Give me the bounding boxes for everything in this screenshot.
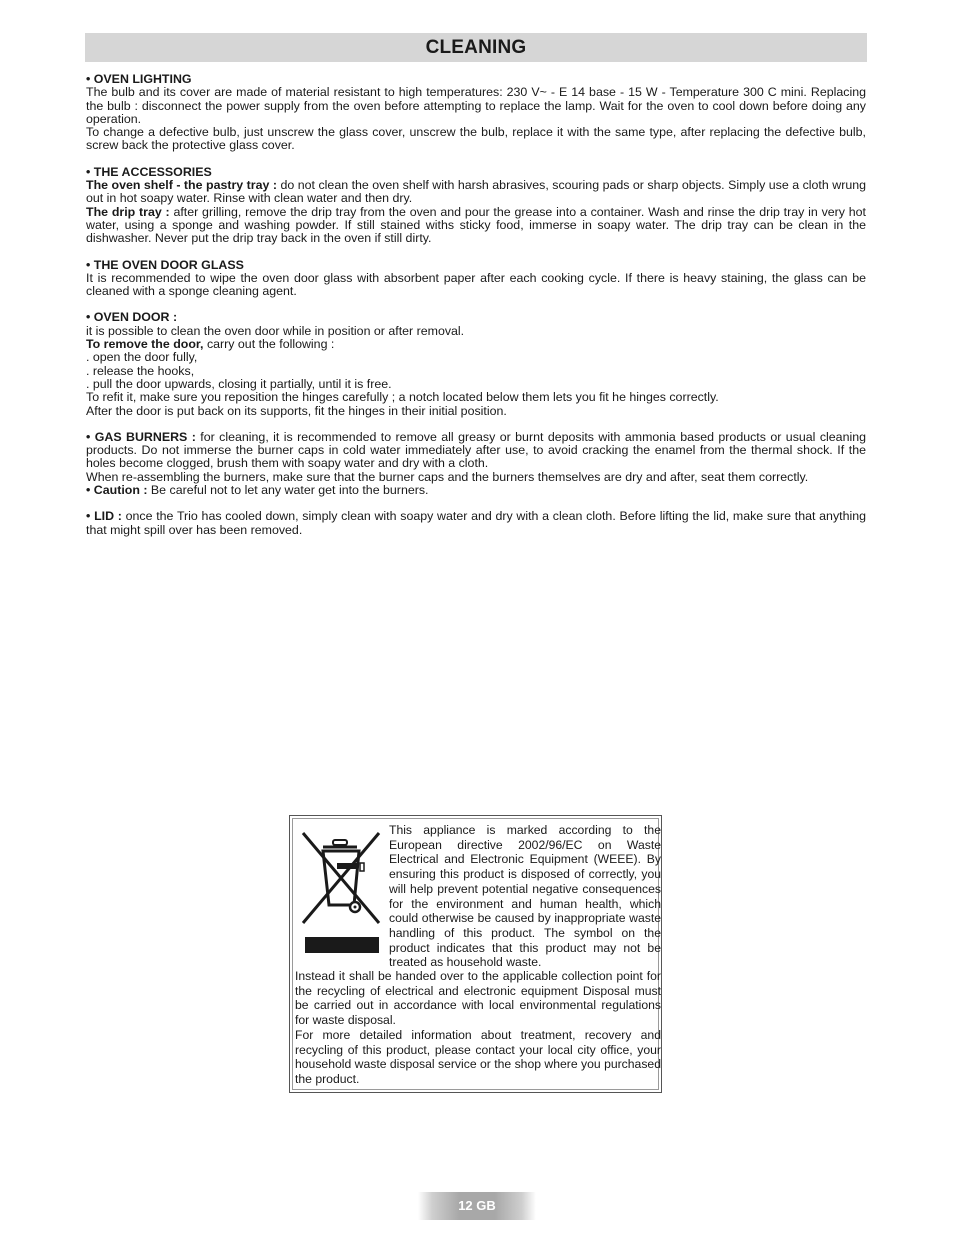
section-heading: • OVEN LIGHTING (86, 72, 192, 86)
weee-inner-border (292, 818, 659, 1090)
paragraph: When re-assembling the burners, make sure that the burner caps and the burners themselves are dry and after, seat them correctly. (86, 469, 809, 484)
weee-directive-text: This appliance is marked according to the European directive 2002/96/EC on Waste Electrical and Electronic Equipment (WEEE). By ensuring this product is disposed of correctly, you will help prevent potential negative consequences for the environment and human health, which could otherwise be caused by inappropriate waste handling of this product. The symbol on the product indicates that this product may not be treated as household waste. (389, 823, 661, 970)
paragraph-caution: • Caution : Be careful not to let any water get into the burners. (86, 483, 429, 498)
paragraph: The bulb and its cover are made of material resistant to high temperatures: 230 V~ - E 14 base - 15 W - Temperature 300 C mini. Replacing the bulb : disconnect the power supply from the oven before attempting to replace the lamp. Wait for the oven to cool down before doing any operation. (86, 85, 866, 126)
section-accessories (86, 166, 866, 246)
cleaning-content (86, 73, 866, 537)
crossed-out-wheelie-bin-icon (299, 825, 383, 957)
section-lid (86, 510, 866, 537)
page-number-badge (418, 1192, 536, 1220)
bold-label: The oven shelf - the pastry tray : (86, 178, 278, 193)
section-title-bar (85, 33, 867, 62)
list-item: . pull the door upwards, closing it partially, until it is free. (86, 376, 392, 391)
paragraph: To refit it, make sure you reposition the hinges carefully ; a notch located below them lets you fit he hinges correctly. (86, 390, 719, 405)
paragraph: To change a defective bulb, just unscrew the glass cover, unscrew the bulb, replace it with the same type, after replacing the defective bulb, screw back the protective glass cover. (86, 125, 866, 153)
weee-disposal-text (295, 969, 661, 1087)
section-heading: • OVEN DOOR : (86, 310, 178, 325)
paragraph: it is possible to clean the oven door while in position or after removal. (86, 323, 465, 338)
section-door-glass (86, 259, 866, 299)
bold-label: • Caution : (86, 483, 148, 498)
section-heading: • THE ACCESSORIES (86, 164, 212, 179)
paragraph: Instead it shall be handed over to the applicable collection point for the recycling of electrical and electronic equipment Disposal must be carried out in accordance with local environmental regulations for waste disposal. (295, 969, 661, 1028)
paragraph-oven-shelf: The oven shelf - the pastry tray : do not clean the oven shelf with harsh abrasives, scouring pads or sharp objects. Simply use a cloth wrung out in hot soapy water. Rinse with clean water and then dry. (86, 178, 866, 206)
paragraph-gas-burners: • GAS BURNERS : for cleaning, it is recommended to remove all greasy or burnt deposits with ammonia based products or usual cleaning products. Do not immerse the burner caps in cold water immediately after use, to avoid cracking the enamel from the thermal shock. If the holes become clogged, brush them with soapy water and dry with a cloth. (86, 429, 866, 471)
paragraph-remove-door: To remove the door, carry out the following : (86, 337, 335, 352)
bold-label: The drip tray : (86, 204, 170, 219)
paragraph: For more detailed information about treatment, recovery and recycling of this product, please contact your local city office, your household waste disposal service or the shop where you purchased the product. (295, 1027, 661, 1086)
list-item: . release the hooks, (86, 363, 195, 378)
paragraph-drip-tray: The drip tray : after grilling, remove the drip tray from the oven and pour the grease into a container. Wash and rinse the drip tray in very hot water, using a sponge and washing powder. If still stained withs sticky food, immerse in soapy water. The drip tray can be clean in the dishwasher. Never put the drip tray back in the oven if still dirty. (86, 204, 866, 246)
bold-label: To remove the door, (86, 337, 204, 352)
weee-notice-box (289, 815, 662, 1093)
paragraph: After the door is put back on its supports, fit the hinges in their initial position. (86, 403, 507, 418)
list-item: . open the door fully, (86, 350, 198, 365)
section-heading: • THE OVEN DOOR GLASS (86, 257, 244, 272)
paragraph-lid: • LID : once the Trio has cooled down, simply clean with soapy water and dry with a clean cloth. Before lifting the lid, make sure that anything that might spill over has been removed. (86, 509, 867, 537)
section-oven-lighting (86, 73, 866, 153)
bold-label: • GAS BURNERS : (86, 429, 196, 444)
section-gas-burners (86, 431, 866, 497)
bold-label: • LID : (86, 509, 122, 524)
section-oven-door (86, 311, 866, 417)
page-number: 12 GB (458, 1198, 496, 1213)
paragraph: It is recommended to wipe the oven door glass with absorbent paper after each cooking cycle. If there is heavy staining, the glass can be cleaned with a sponge cleaning agent. (86, 270, 866, 299)
page-title: CLEANING (425, 37, 527, 58)
